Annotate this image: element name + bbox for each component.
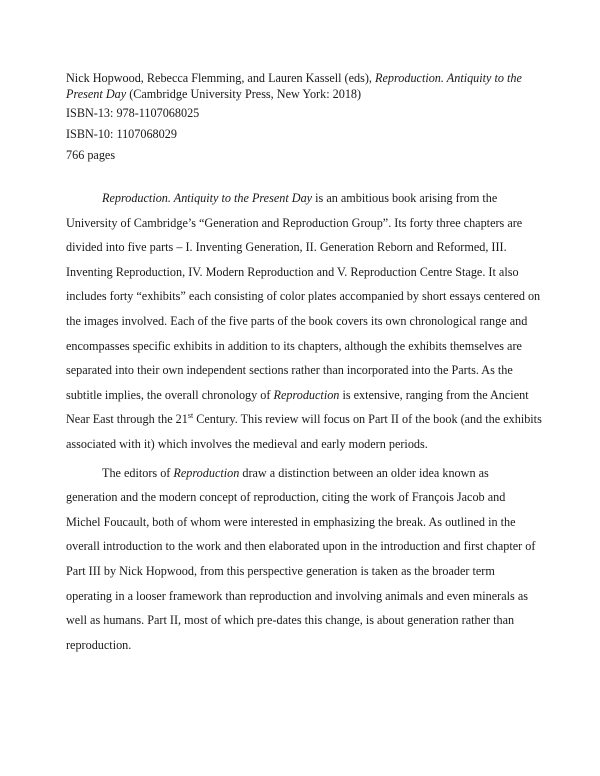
- paragraph-1-text-c: Century. This review will focus on Part II of the book (and the exhibits associated with it) which involves the medieval and early modern periods.: [66, 412, 542, 451]
- isbn-10: ISBN-10: 1107068029: [66, 127, 177, 141]
- citation-meta: [66, 105, 536, 163]
- citation-authors: Nick Hopwood, Rebecca Flemming, and Lauren Kassell (eds),: [66, 71, 372, 85]
- paragraph-1: [66, 186, 542, 457]
- reproduction-italic-2: Reproduction: [173, 465, 240, 480]
- review-body: [66, 186, 542, 657]
- isbn-13: ISBN-13: 978-1107068025: [66, 106, 200, 120]
- paragraph-2: [66, 461, 542, 658]
- citation-title: Reproduction. Antiquity to the Present Day: [66, 71, 522, 101]
- paragraph-2-lead: The editors of: [102, 465, 174, 480]
- paragraph-2-text: draw a distinction between an older idea known as generation and the modern concept of reproduction, citing the work of François Jacob and Michel Foucault, both of whom were interested in emphasizing the break. As outlined in the overall introduction to the work and then elaborated upon in the introduction and first chapter of Part III by Nick Hopwood, from this perspective generation is taken as the broader term operating in a looser framework than reproduction and involving animals and even minerals as well as humans. Part II, most of which pre-dates this change, is about generation rather than reproduction.: [66, 465, 536, 652]
- paragraph-1-text-a: is an ambitious book arising from the University of Cambridge’s “Generation and Reproduction Group”. Its forty three chapters are divided into five parts – I. Inventing Generation, II. Generation Reborn and Reformed, III. Inventing Reproduction, IV. Modern Reproduction and V. Reproduction Centre Stage. It also includes forty “exhibits” each consisting of color plates accompanied by short essays centered on the images involved. Each of the five parts of the book covers its own chronological range and encompasses specific exhibits in addition to its chapters, although the exhibits themselves are separated into their own independent sections rather than incorporated into the Parts. As the subtitle implies, the overall chronology of: [66, 191, 541, 402]
- book-title-italic: Reproduction. Antiquity to the Present Day: [102, 191, 313, 205]
- citation-line: [66, 70, 536, 102]
- ordinal-superscript: st: [187, 411, 194, 421]
- citation-publisher: (Cambridge University Press, New York: 2018): [129, 87, 362, 101]
- citation-block: [66, 70, 536, 168]
- paragraph-1-text-b: is extensive, ranging from the Ancient Near East through the 21: [66, 387, 529, 427]
- reproduction-italic: Reproduction: [273, 387, 340, 402]
- page-count: 766 pages: [66, 148, 116, 162]
